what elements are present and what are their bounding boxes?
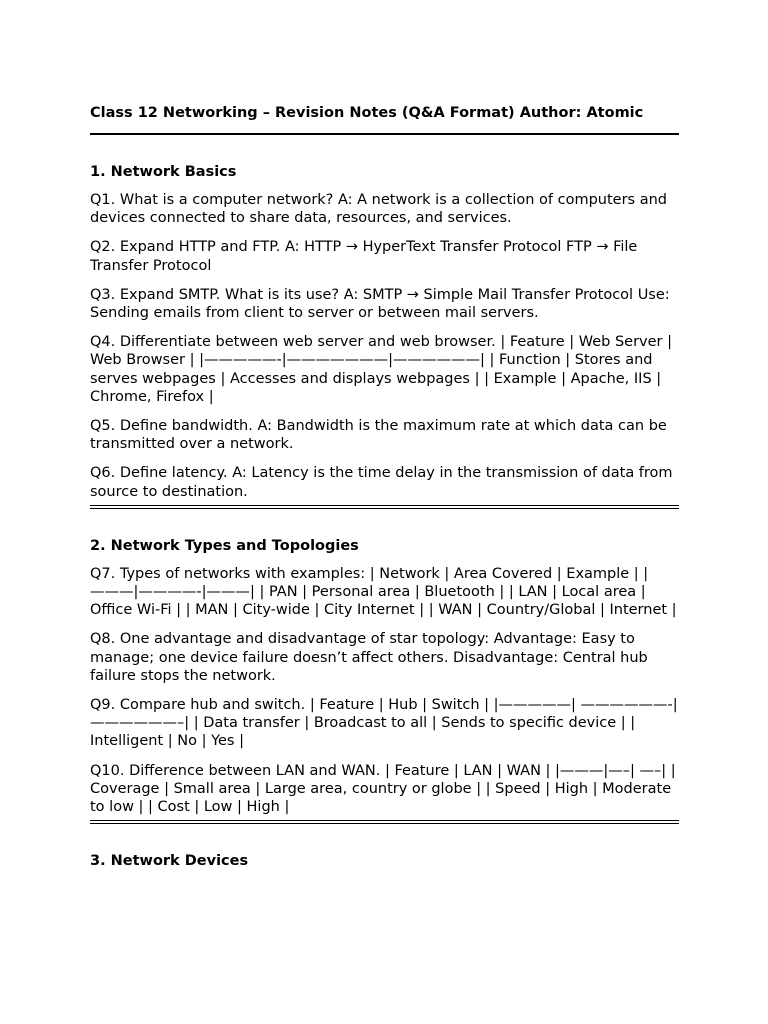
section-network-basics: [90, 162, 679, 501]
qa-paragraph-q7: Q7. Types of networks with examples: | Network | Area Covered | Example | | ———|————-|———| | PAN | Personal area | Bluetooth | | LAN | Local area | Office Wi-Fi | | MAN | City-wide | City Internet | | WAN | Country/Global | Internet |: [90, 565, 677, 619]
section-heading: 2. Network Types and Topologies: [90, 537, 359, 554]
section-heading: 3. Network Devices: [90, 853, 249, 870]
qa-paragraph-q3: Q3. Expand SMTP. What is its use? A: SMTP → Simple Mail Transfer Protocol Use: Sending emails from client to server or between mail servers.: [90, 286, 670, 322]
qa-paragraph-q6: Q6. Define latency. A: Latency is the time delay in the transmission of data from source to destination.: [90, 465, 673, 500]
document-title: Class 12 Networking – Revision Notes (Q&A Format) Author: Atomic: [90, 105, 644, 121]
qa-paragraph-q1: Q1. What is a computer network? A: A network is a collection of computers and devices connected to share data, resources, and services.: [90, 192, 667, 227]
qa-paragraph-q9: Q9. Compare hub and switch. | Feature | Hub | Switch | |—————| ——————-|——————–| | Data transfer | Broadcast to all | Sends to specific device | | Intelligent | No | Yes |: [90, 697, 678, 750]
qa-paragraph-q10: Q10. Difference between LAN and WAN. | Feature | LAN | WAN | |———|—–| —–| | Coverage | Small area | Large area, country or globe | | Speed | High | Moderate to low | | Cost | Low | High |: [90, 762, 676, 816]
section-network-types: [90, 536, 679, 816]
section-network-devices: [90, 851, 679, 871]
qa-paragraph-q2: Q2. Expand HTTP and FTP. A: HTTP → HyperText Transfer Protocol FTP → File Transfer Protocol: [90, 239, 638, 274]
qa-paragraph-q4: Q4. Differentiate between web server and web browser. | Feature | Web Server | Web Browser | |—————-|———————|——————| | Function | Stores and serves webpages | Accesses and displays webpages | | Example | Apache, IIS | Chrome, Firefox |: [90, 334, 672, 405]
qa-paragraph-q8: Q8. One advantage and disadvantage of star topology: Advantage: Easy to manage; one device failure doesn’t affect others. Disadvantage: Central hub failure stops the network.: [90, 631, 648, 684]
document-page: [90, 103, 679, 871]
section-heading: 1. Network Basics: [90, 164, 237, 180]
qa-paragraph-q5: Q5. Define bandwidth. A: Bandwidth is the maximum rate at which data can be transmitted over a network.: [90, 418, 667, 453]
